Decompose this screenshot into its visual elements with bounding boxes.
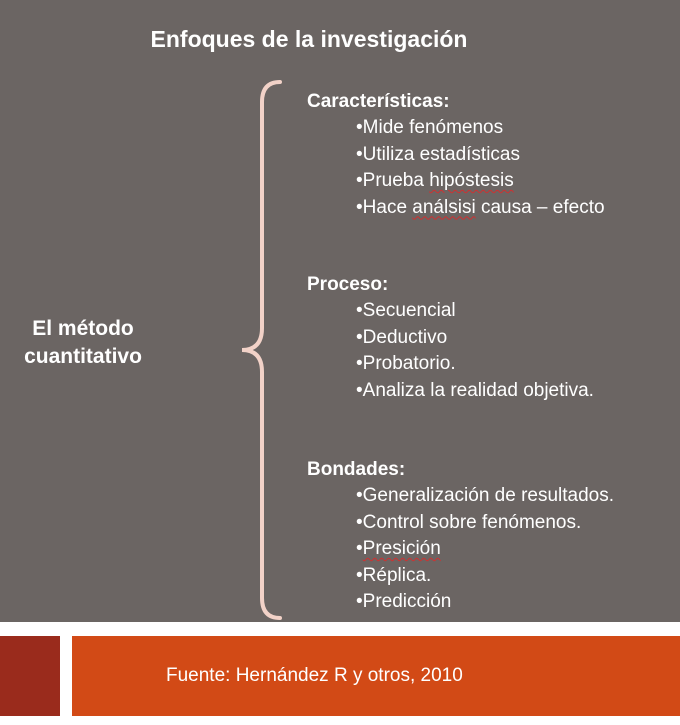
- section-heading: Características:: [307, 91, 450, 112]
- curly-brace-icon: [236, 78, 286, 622]
- bullet-item: •Presición: [356, 538, 441, 559]
- section-caracteristicas: [307, 89, 605, 221]
- method-label-line1: El método: [32, 317, 134, 340]
- spellcheck-underline: Presición: [362, 538, 441, 559]
- footer-bar: [72, 636, 680, 716]
- bullet-list: [307, 298, 594, 404]
- section-bondades: [307, 457, 614, 616]
- footer-accent-block: [0, 636, 60, 716]
- bullet-item: •Control sobre fenómenos.: [356, 511, 582, 533]
- spellcheck-underline: hipóstesis: [429, 170, 514, 191]
- bullet-item: •Secuencial: [356, 300, 456, 321]
- section-proceso: [307, 272, 594, 404]
- bullet-item: •Deductivo: [356, 326, 448, 348]
- method-label: [0, 315, 166, 371]
- bullet-item: •Predicción: [356, 591, 452, 612]
- bullet-item: •Analiza la realidad objetiva.: [356, 379, 594, 401]
- bullet-item: •Hace análsisi causa – efecto: [356, 196, 605, 218]
- method-label-line2: cuantitativo: [24, 345, 142, 368]
- bullet-item: •Utiliza estadísticas: [356, 143, 520, 165]
- bullet-item: •Generalización de resultados.: [356, 485, 615, 506]
- source-citation: Fuente: Hernández R y otros, 2010: [166, 665, 463, 686]
- bullet-item: •Mide fenómenos: [356, 117, 504, 138]
- bullet-list: [307, 483, 614, 616]
- section-heading: Proceso:: [307, 274, 389, 295]
- spellcheck-underline: análsisi: [412, 196, 476, 218]
- bullet-item: •Réplica.: [356, 564, 432, 586]
- bullet-item: •Prueba hipóstesis: [356, 170, 514, 191]
- bullet-list: [307, 115, 605, 221]
- bullet-item: •Probatorio.: [356, 353, 456, 374]
- page-title: Enfoques de la investigación: [150, 26, 468, 52]
- section-heading: Bondades:: [307, 459, 406, 480]
